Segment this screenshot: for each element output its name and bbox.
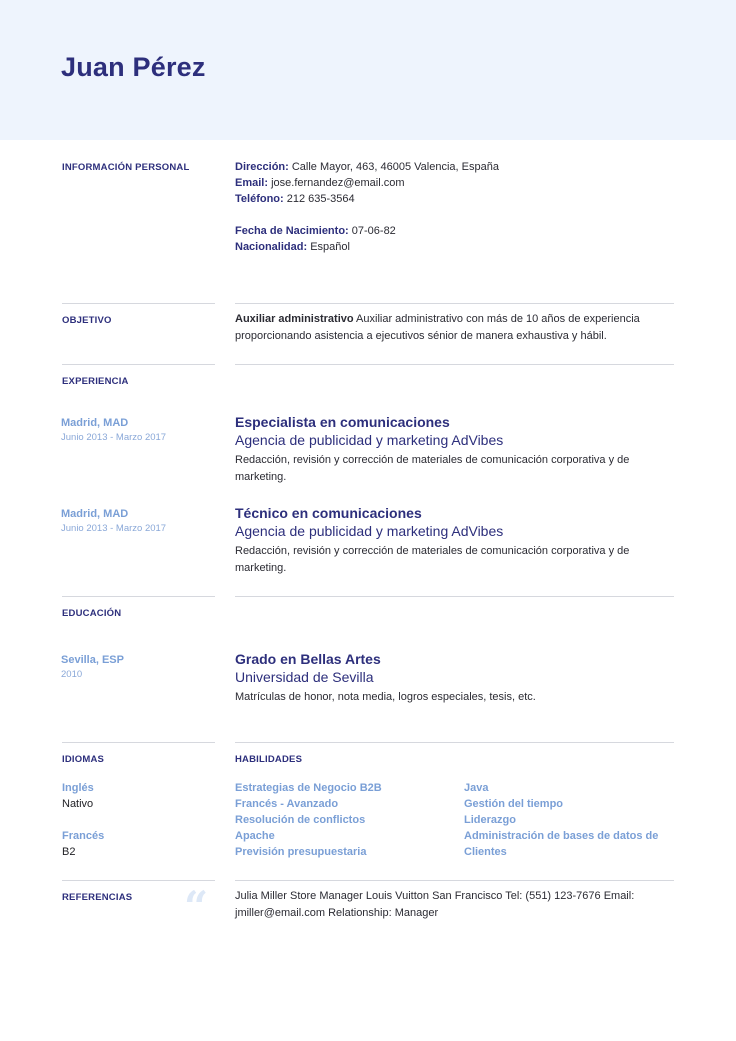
skill-item: Estrategias de Negocio B2B [235,782,382,794]
language-level: Nativo [62,798,94,810]
job-dates: Junio 2013 - Marzo 2017 [61,523,167,534]
quote-icon: “ [184,882,209,931]
degree-title: Grado en Bellas Artes [235,651,381,667]
job-dates: Junio 2013 - Marzo 2017 [61,432,167,443]
job-description: Redacción, revisión y corrección de materiales de comunicación corporativa y de marketing. [235,454,630,483]
divider [235,742,674,743]
section-label-languages: IDIOMAS [62,754,105,765]
divider [235,364,674,365]
candidate-name: Juan Pérez [61,52,206,82]
section-label-experience: EXPERIENCIA [62,376,129,387]
field-phone: Teléfono: 212 635-3564 [235,193,355,205]
education-location: Sevilla, ESP [61,654,124,666]
skill-item: Administración de bases de datos de [464,830,659,842]
header-banner [0,0,736,140]
institution: Universidad de Sevilla [235,669,374,685]
language-name: Inglés [62,782,94,794]
section-label-personal: INFORMACIÓN PERSONAL [62,162,190,173]
job-title: Especialista en comunicaciones [235,414,450,430]
job-company: Agencia de publicidad y marketing AdVibes [235,523,504,539]
skill-item: Francés - Avanzado [235,798,339,810]
section-label-objective: OBJETIVO [62,315,112,326]
education-dates: 2010 [61,669,83,680]
objective-text: Auxiliar administrativo Auxiliar administrativo con más de 10 años de experiencia proporcionando asistencia a ejecutivos sénior de manera exhaustiva y hábil. [235,313,640,342]
section-label-skills: HABILIDADES [235,754,303,765]
skill-item: Apache [235,830,275,842]
skill-item: Liderazgo [464,814,516,826]
divider [62,742,215,743]
language-name: Francés [62,830,105,842]
job-location: Madrid, MAD [61,417,129,429]
divider [235,596,674,597]
job-description: Redacción, revisión y corrección de materiales de comunicación corporativa y de marketing. [235,545,630,574]
divider [235,880,674,881]
divider [62,303,215,304]
field-address: Dirección: Calle Mayor, 463, 46005 Valencia, España [235,161,499,173]
skill-item: Java [464,782,489,794]
section-label-education: EDUCACIÓN [62,608,122,619]
job-title: Técnico en comunicaciones [235,505,422,521]
skill-item: Clientes [464,846,507,858]
skill-item: Gestión del tiempo [464,798,564,810]
field-birthdate: Fecha de Nacimiento: 07-06-82 [235,225,396,237]
skill-item: Resolución de conflictos [235,814,366,826]
section-label-references: REFERENCIAS [62,892,133,903]
divider [62,364,215,365]
job-location: Madrid, MAD [61,508,129,520]
divider [62,596,215,597]
divider [235,303,674,304]
divider [62,880,215,881]
field-nationality: Nacionalidad: Español [235,241,350,253]
language-level: B2 [62,846,76,858]
reference-text: Julia Miller Store Manager Louis Vuitton San Francisco Tel: (551) 123-7676 Email: jmiller@email.com Relationship: Manager [235,890,635,919]
field-email: Email: jose.fernandez@email.com [235,177,405,189]
skill-item: Previsión presupuestaria [235,846,367,858]
job-company: Agencia de publicidad y marketing AdVibes [235,432,504,448]
education-description: Matrículas de honor, nota media, logros especiales, tesis, etc. [235,691,536,703]
